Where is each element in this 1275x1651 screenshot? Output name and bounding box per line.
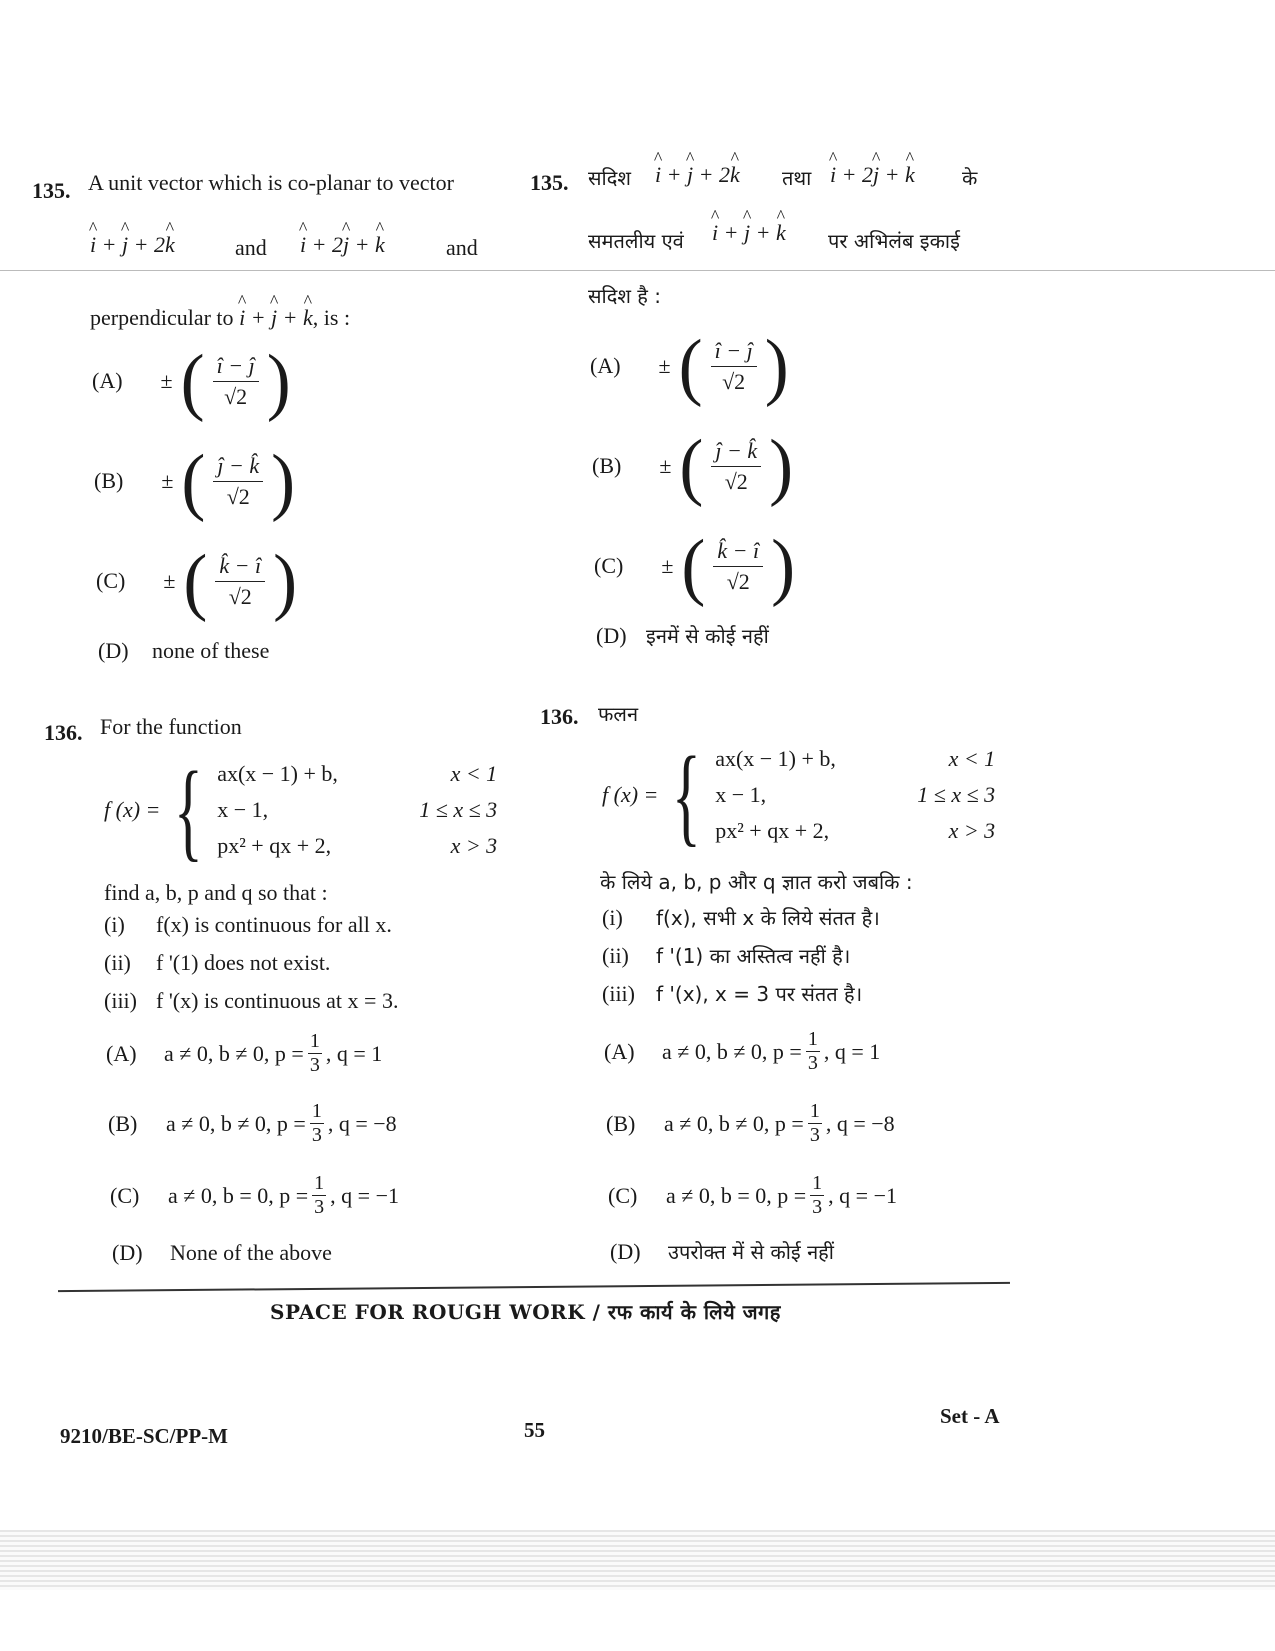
condition-ii: (ii) f '(1) does not exist. [104, 950, 331, 975]
condition-ii: (ii) f '(1) का अस्तित्व नहीं है। [602, 943, 851, 968]
option-text: none of these [152, 638, 270, 663]
question-text: सदिश है : [588, 284, 661, 308]
option-label: (A) [590, 353, 621, 378]
option-c[interactable]: (C) ± ( $\frac{k̂ - î}{√2}$ ) [594, 524, 796, 608]
fraction-denominator: √2 [226, 483, 250, 509]
option-d[interactable] [98, 638, 269, 664]
option-label: (B) [94, 468, 124, 493]
option-a[interactable]: (A) a ≠ 0, b ≠ 0, p = $\frac{1}{3}$ , q = 1 [604, 1028, 881, 1074]
option-b[interactable]: (B) a ≠ 0, b ≠ 0, p = $\frac{1}{3}$ , q = −8 [606, 1100, 895, 1146]
plus-minus: ± [163, 568, 176, 593]
fraction-denominator: √2 [228, 583, 252, 609]
option-c[interactable]: (C) ± ( $\frac{k̂ - î}{√2}$ ) [96, 539, 298, 623]
question-text: के लिये a, b, p और q ज्ञात करो जबकि : [600, 870, 913, 894]
vector-expression: ^ i + 2^ j + ^ k [830, 152, 915, 188]
piecewise-function: f (x) = { ax(x − 1) + b, x < 1 x − 1, 1 ≤ x ≤ 3 px² + qx + 2, x > 3 [104, 749, 498, 871]
option-a[interactable]: (A) a ≠ 0, b ≠ 0, p = $\frac{1}{3}$ , q = 1 [106, 1030, 383, 1076]
fraction-denominator: √2 [224, 383, 248, 409]
option-label: (D) [596, 623, 627, 648]
vector-expression: ^ i + ^ j + 2^ k [655, 152, 740, 188]
option-label: (D) [98, 638, 129, 663]
question-text: find a, b, p and q so that : [104, 880, 328, 905]
fraction-numerator: î − ĵ [711, 338, 757, 367]
case-row: ax(x − 1) + b, x < 1 [715, 746, 996, 771]
question-text: perpendicular to ^ i + ^ j + ^ k, is : [90, 295, 350, 331]
plus-minus: ± [161, 468, 174, 493]
question-text: फलन [598, 702, 639, 726]
option-d[interactable] [596, 622, 769, 649]
function-label: f (x) = [602, 782, 659, 807]
fraction-numerator: k̂ − î [713, 538, 763, 567]
vector-expression: ^ i + 2^ j + ^ k [300, 222, 385, 258]
fraction-numerator: ĵ − k̂ [711, 438, 761, 467]
divider [58, 1282, 1010, 1292]
and-text: and [235, 235, 267, 260]
plus-minus: ± [658, 353, 671, 378]
question-text: तथा [782, 166, 812, 190]
question-number: 136. [44, 720, 83, 745]
case-row: ax(x − 1) + b, x < 1 [217, 761, 498, 786]
option-d[interactable]: (D) None of the above [112, 1240, 332, 1265]
set-label: Set - A [940, 1404, 1000, 1428]
paper-code: 9210/BE-SC/PP-M [60, 1424, 228, 1448]
case-row: x − 1, 1 ≤ x ≤ 3 [217, 797, 498, 822]
plus-minus: ± [160, 368, 173, 393]
fraction-denominator: √2 [724, 468, 748, 494]
fraction-numerator: ĵ − k̂ [213, 453, 263, 482]
option-a[interactable]: (A) ± ( $\frac{î - ĵ}{√2}$ ) [92, 339, 291, 423]
page-number: 55 [524, 1418, 545, 1442]
question-text: के [962, 166, 978, 190]
case-row: x − 1, 1 ≤ x ≤ 3 [715, 782, 996, 807]
option-text: इनमें से कोई नहीं [646, 624, 769, 648]
option-c[interactable]: (C) a ≠ 0, b = 0, p = $\frac{1}{3}$ , q = −1 [110, 1172, 399, 1218]
condition-iii: (iii) f '(x) is continuous at x = 3. [104, 988, 399, 1013]
option-a[interactable]: (A) ± ( $\frac{î - ĵ}{√2}$ ) [590, 324, 789, 408]
question-number: 135. [530, 170, 569, 195]
and-text: and [446, 235, 478, 260]
question-text: For the function [100, 714, 242, 739]
option-label: (A) [92, 368, 123, 393]
condition-i: (i) f(x), सभी x के लिये संतत है। [602, 905, 880, 930]
function-label: f (x) = [104, 797, 161, 822]
option-label: (C) [594, 553, 624, 578]
question-number: 136. [540, 704, 579, 729]
rough-work-label: SPACE FOR ROUGH WORK / रफ कार्य के लिये जगह [270, 1300, 781, 1324]
scan-line [0, 270, 1275, 271]
vector-expression: ^ i + ^ j + ^ k [712, 210, 786, 246]
question-text: पर अभिलंब इकाई [828, 229, 960, 253]
option-b[interactable]: (B) ± ( $\frac{ĵ - k̂}{√2}$ ) [592, 424, 794, 508]
fraction-denominator: √2 [726, 568, 750, 594]
fraction-numerator: k̂ − î [215, 553, 265, 582]
vector-expression: ^ i + ^ j + 2^ k [90, 222, 175, 258]
option-c[interactable]: (C) a ≠ 0, b = 0, p = $\frac{1}{3}$ , q = −1 [608, 1172, 897, 1218]
option-d[interactable]: (D) उपरोक्त में से कोई नहीं [610, 1239, 834, 1264]
question-number: 135. [32, 178, 71, 203]
plus-minus: ± [659, 453, 672, 478]
plus-minus: ± [661, 553, 674, 578]
fraction-denominator: √2 [722, 368, 746, 394]
scan-edge [0, 1530, 1275, 1590]
fraction-numerator: î − ĵ [213, 353, 259, 382]
option-label: (B) [592, 453, 622, 478]
question-text: समतलीय एवं [588, 229, 684, 253]
piecewise-function: f (x) = { ax(x − 1) + b, x < 1 x − 1, 1 ≤ x ≤ 3 px² + qx + 2, x > 3 [602, 734, 996, 856]
option-b[interactable]: (B) a ≠ 0, b ≠ 0, p = $\frac{1}{3}$ , q = −8 [108, 1100, 397, 1146]
condition-iii: (iii) f '(x), x = 3 पर संतत है। [602, 981, 863, 1006]
option-label: (C) [96, 568, 126, 593]
condition-i: (i) f(x) is continuous for all x. [104, 912, 392, 937]
option-b[interactable]: (B) ± ( $\frac{ĵ - k̂}{√2}$ ) [94, 439, 296, 523]
case-row: px² + qx + 2, x > 3 [217, 833, 498, 858]
case-row: px² + qx + 2, x > 3 [715, 818, 996, 843]
question-text: सदिश [588, 166, 631, 190]
question-text: A unit vector which is co-planar to vector [88, 170, 454, 195]
